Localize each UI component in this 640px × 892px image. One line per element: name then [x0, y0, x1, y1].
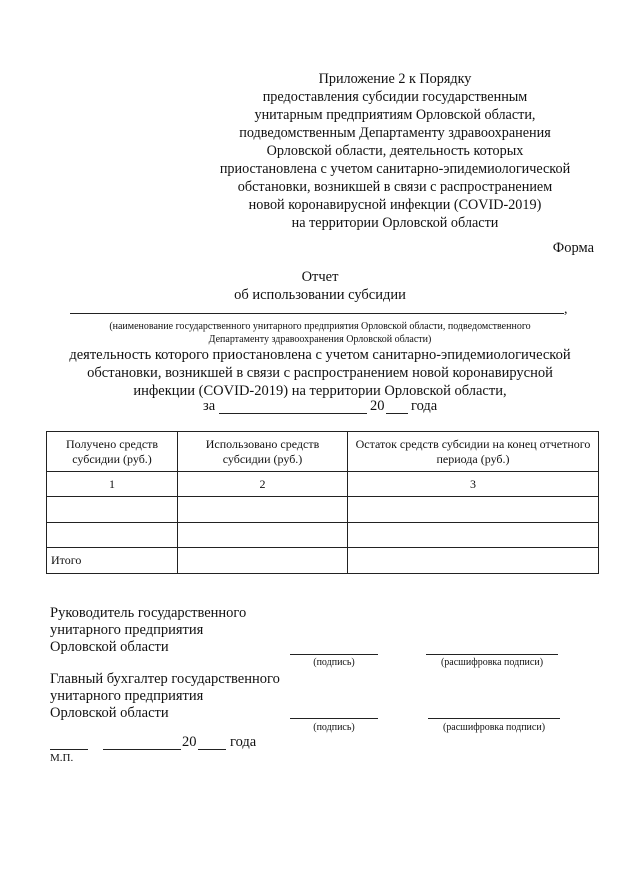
table-total-row: [47, 548, 599, 574]
activity-line: деятельность которого приостановлена с учетом санитарно-эпидемиологической: [69, 347, 571, 363]
accountant-line: унитарного предприятия: [50, 688, 204, 704]
table-cell[interactable]: [47, 497, 178, 523]
accountant-line: Главный бухгалтер государственного: [50, 671, 280, 687]
accountant-title: [50, 671, 280, 722]
appendix-line: подведомственным Департаменту здравоохранения: [239, 125, 551, 141]
org-caption-line: Департаменту здравоохранения Орловской области): [208, 334, 432, 345]
appendix-line: Приложение 2 к Порядку: [318, 71, 472, 87]
form-label: Форма: [552, 240, 594, 256]
appendix-line: обстановки, возникшей в связи с распространением: [237, 179, 553, 195]
header-cell: Использовано средств субсидии (руб.): [178, 432, 348, 472]
date-month-blank[interactable]: [103, 749, 181, 750]
accountant-signature-caption: (подпись): [313, 722, 355, 733]
total-label: Итого: [47, 548, 178, 574]
appendix-line: Орловской области, деятельность которых: [266, 143, 524, 159]
director-name-caption: (расшифровка подписи): [440, 657, 544, 668]
subsidy-table: [46, 431, 599, 574]
period-year-prefix: 20: [370, 398, 385, 414]
period-za: за: [203, 398, 216, 414]
date-year-blank[interactable]: [198, 749, 226, 750]
director-line: Руководитель государственного: [50, 605, 247, 621]
appendix-line: на территории Орловской области: [291, 215, 499, 231]
column-number: 2: [178, 472, 348, 497]
period-year-suffix: года: [411, 398, 438, 414]
table-header-row: [47, 432, 599, 472]
director-signature-caption: (подпись): [313, 657, 355, 668]
org-name-line[interactable]: [70, 313, 564, 314]
activity-description: [0, 346, 640, 400]
appendix-line: предоставления субсидии государственным: [262, 89, 528, 105]
period-blank[interactable]: [219, 413, 367, 414]
appendix-line: приостановлена с учетом санитарно-эпидемиологической: [219, 161, 571, 177]
accountant-name-line[interactable]: [428, 718, 560, 719]
column-number: 1: [47, 472, 178, 497]
activity-line: инфекции (COVID-2019) на территории Орловской области,: [133, 383, 507, 399]
header-cell: Остаток средств субсидии на конец отчетного периода (руб.): [348, 432, 599, 472]
director-title: [50, 605, 246, 656]
table-row: [47, 497, 599, 523]
org-name-caption: [0, 320, 640, 346]
director-name-line[interactable]: [426, 654, 558, 655]
director-line: Орловской области: [50, 639, 169, 655]
header-cell: Получено средств субсидии (руб.): [47, 432, 178, 472]
org-name-comma: ,: [564, 302, 568, 317]
date-day-blank[interactable]: [50, 749, 88, 750]
table-cell[interactable]: [178, 548, 348, 574]
table-cell[interactable]: [178, 523, 348, 548]
org-caption-line: (наименование государственного унитарного предприятия Орловской области, подведомственного: [109, 321, 531, 332]
accountant-line: Орловской области: [50, 705, 169, 721]
table-number-row: [47, 472, 599, 497]
director-signature-line[interactable]: [290, 654, 378, 655]
accountant-name-caption: (расшифровка подписи): [442, 722, 546, 733]
table-cell[interactable]: [47, 523, 178, 548]
table-cell[interactable]: [178, 497, 348, 523]
table-cell[interactable]: [348, 548, 599, 574]
appendix-header: [195, 70, 595, 232]
report-subtitle: об использовании субсидии: [234, 287, 406, 303]
director-line: унитарного предприятия: [50, 622, 204, 638]
table-cell[interactable]: [348, 497, 599, 523]
table-row: [47, 523, 599, 548]
table-cell[interactable]: [348, 523, 599, 548]
date-year-prefix: 20: [182, 734, 197, 750]
date-year-suffix: года: [230, 734, 257, 750]
stamp-label: М.П.: [50, 752, 74, 764]
report-title: Отчет: [301, 269, 339, 285]
activity-line: обстановки, возникшей в связи с распространением новой коронавирусной: [87, 365, 553, 381]
appendix-line: унитарным предприятиям Орловской области,: [254, 107, 536, 123]
column-number: 3: [348, 472, 599, 497]
appendix-line: новой коронавирусной инфекции (COVID-2019): [248, 197, 542, 213]
accountant-signature-line[interactable]: [290, 718, 378, 719]
period-year-blank[interactable]: [386, 413, 408, 414]
